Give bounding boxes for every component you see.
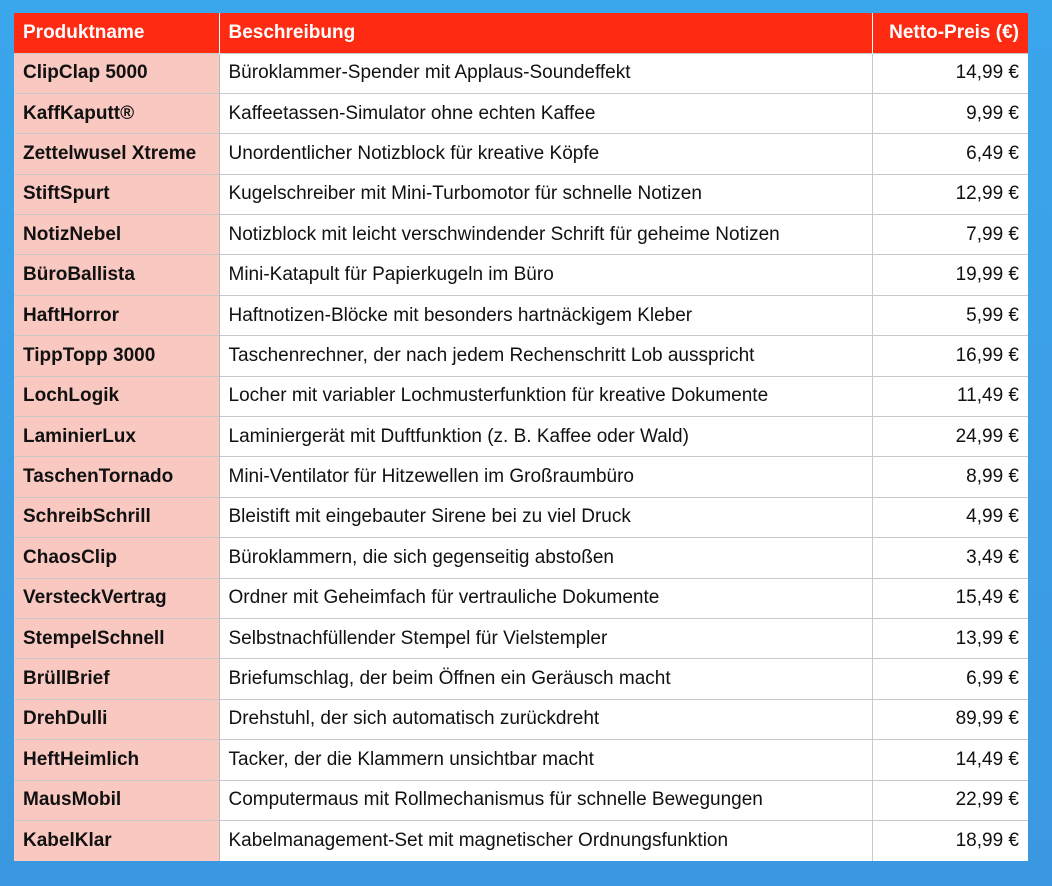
product-name-cell: LaminierLux (14, 417, 219, 457)
product-name-cell: BrüllBrief (14, 659, 219, 699)
header-net-price: Netto-Preis (€) (872, 13, 1028, 53)
product-name-cell: StiftSpurt (14, 174, 219, 214)
description-cell: Kabelmanagement-Set mit magnetischer Ordnungsfunktion (219, 820, 872, 860)
product-name-cell: VersteckVertrag (14, 578, 219, 618)
price-cell: 6,99 € (872, 659, 1028, 699)
table-row (14, 53, 1028, 93)
description-cell: Computermaus mit Rollmechanismus für schnelle Bewegungen (219, 780, 872, 820)
product-name-cell: ClipClap 5000 (14, 53, 219, 93)
table-row (14, 699, 1028, 739)
table-row (14, 740, 1028, 780)
product-name-cell: DrehDulli (14, 699, 219, 739)
price-cell: 5,99 € (872, 295, 1028, 335)
product-name-cell: Zettelwusel Xtreme (14, 134, 219, 174)
description-cell: Ordner mit Geheimfach für vertrauliche Dokumente (219, 578, 872, 618)
description-cell: Selbstnachfüllender Stempel für Vielstempler (219, 618, 872, 658)
description-cell: Drehstuhl, der sich automatisch zurückdreht (219, 699, 872, 739)
price-cell: 22,99 € (872, 780, 1028, 820)
price-cell: 3,49 € (872, 538, 1028, 578)
product-name-cell: KabelKlar (14, 820, 219, 860)
product-name-cell: BüroBallista (14, 255, 219, 295)
product-name-cell: SchreibSchrill (14, 497, 219, 537)
table-row (14, 336, 1028, 376)
header-description: Beschreibung (219, 13, 872, 53)
product-name-cell: TippTopp 3000 (14, 336, 219, 376)
product-name-cell: ChaosClip (14, 538, 219, 578)
price-cell: 19,99 € (872, 255, 1028, 295)
description-cell: Notizblock mit leicht verschwindender Schrift für geheime Notizen (219, 215, 872, 255)
description-cell: Bleistift mit eingebauter Sirene bei zu viel Druck (219, 497, 872, 537)
table-row (14, 618, 1028, 658)
product-name-cell: StempelSchnell (14, 618, 219, 658)
product-name-cell: TaschenTornado (14, 457, 219, 497)
price-cell: 14,49 € (872, 740, 1028, 780)
table-row (14, 376, 1028, 416)
price-cell: 8,99 € (872, 457, 1028, 497)
table-row (14, 417, 1028, 457)
description-cell: Taschenrechner, der nach jedem Rechenschritt Lob ausspricht (219, 336, 872, 376)
description-cell: Tacker, der die Klammern unsichtbar macht (219, 740, 872, 780)
price-cell: 13,99 € (872, 618, 1028, 658)
header-row (14, 13, 1028, 53)
price-cell: 14,99 € (872, 53, 1028, 93)
table-row (14, 780, 1028, 820)
description-cell: Büroklammer-Spender mit Applaus-Soundeffekt (219, 53, 872, 93)
product-name-cell: NotizNebel (14, 215, 219, 255)
description-cell: Briefumschlag, der beim Öffnen ein Geräusch macht (219, 659, 872, 699)
table-header (14, 13, 1028, 53)
price-cell: 4,99 € (872, 497, 1028, 537)
description-cell: Kugelschreiber mit Mini-Turbomotor für schnelle Notizen (219, 174, 872, 214)
table-row (14, 538, 1028, 578)
description-cell: Haftnotizen-Blöcke mit besonders hartnäckigem Kleber (219, 295, 872, 335)
product-name-cell: HeftHeimlich (14, 740, 219, 780)
price-cell: 12,99 € (872, 174, 1028, 214)
header-product-name: Produktname (14, 13, 219, 53)
product-name-cell: KaffKaputt® (14, 93, 219, 133)
price-cell: 9,99 € (872, 93, 1028, 133)
table-row (14, 215, 1028, 255)
table-row (14, 578, 1028, 618)
description-cell: Mini-Ventilator für Hitzewellen im Großraumbüro (219, 457, 872, 497)
product-table (14, 13, 1028, 861)
description-cell: Kaffeetassen-Simulator ohne echten Kaffee (219, 93, 872, 133)
description-cell: Büroklammern, die sich gegenseitig abstoßen (219, 538, 872, 578)
table-body (14, 53, 1028, 861)
table-row (14, 820, 1028, 860)
price-cell: 11,49 € (872, 376, 1028, 416)
price-cell: 24,99 € (872, 417, 1028, 457)
price-cell: 7,99 € (872, 215, 1028, 255)
table-row (14, 255, 1028, 295)
description-cell: Unordentlicher Notizblock für kreative Köpfe (219, 134, 872, 174)
price-cell: 89,99 € (872, 699, 1028, 739)
table-row (14, 457, 1028, 497)
table-row (14, 134, 1028, 174)
product-name-cell: LochLogik (14, 376, 219, 416)
table-row (14, 93, 1028, 133)
price-cell: 6,49 € (872, 134, 1028, 174)
description-cell: Locher mit variabler Lochmusterfunktion für kreative Dokumente (219, 376, 872, 416)
product-name-cell: MausMobil (14, 780, 219, 820)
product-table-container (14, 13, 1028, 861)
table-row (14, 295, 1028, 335)
price-cell: 15,49 € (872, 578, 1028, 618)
table-row (14, 174, 1028, 214)
product-name-cell: HaftHorror (14, 295, 219, 335)
table-row (14, 497, 1028, 537)
price-cell: 16,99 € (872, 336, 1028, 376)
description-cell: Mini-Katapult für Papierkugeln im Büro (219, 255, 872, 295)
description-cell: Laminiergerät mit Duftfunktion (z. B. Kaffee oder Wald) (219, 417, 872, 457)
price-cell: 18,99 € (872, 820, 1028, 860)
table-row (14, 659, 1028, 699)
